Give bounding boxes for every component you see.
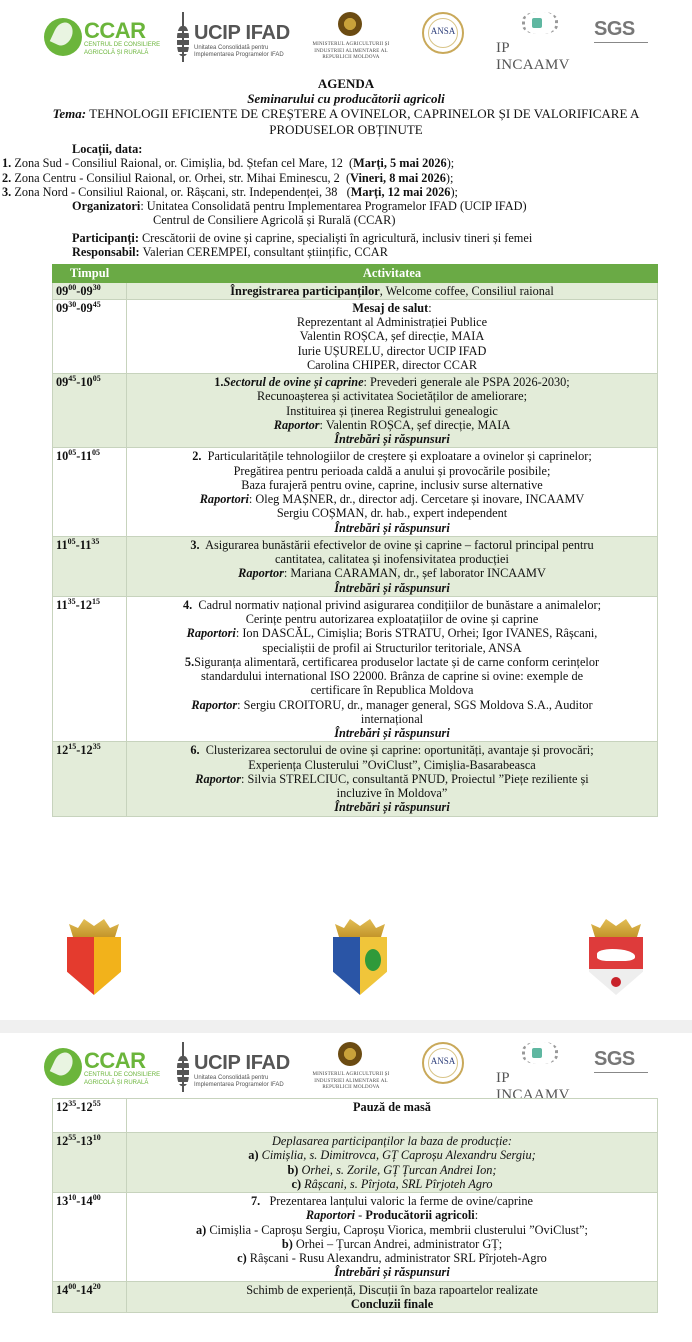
activity-cell: 3. Asigurarea bunăstării efectivelor de ovine și caprine – factorul principal pentru cantitatea, calitatea și inofensivitatea producției Raportor: Mariana CARAMAN, dr., șef laborator INCAAMV Întrebări și răspunsuri <box>127 536 658 596</box>
organizer-item: Centrul de Consiliere Agricolă și Rurală (CCAR) <box>153 213 396 228</box>
qa-label: Întrebări și răspunsuri <box>334 800 450 815</box>
table-row <box>53 742 658 816</box>
incaamv-logo <box>496 12 578 74</box>
page-separator <box>0 1020 692 1033</box>
activity-cell: Schimb de experiență, Discuții în baza rapoartelor realizate Concluzii finale <box>127 1281 658 1313</box>
time-cell: $10^{05}-11^{05}$ <box>53 448 127 537</box>
maia-logo-subtitle: MINISTERUL AGRICULTURII ȘI INDUSTRIEI ALIMENTARE AL REPUBLICII MOLDOVA <box>312 1072 390 1090</box>
activity-cell: 1.Sectorul de ovine și caprine: Prevederi generale ale PSPA 2026-2030; Recunoașterea și activitatea Societăților de ameliorare; Instituirea și ținerea Registrului genealogic Raportor: Valentin ROȘCA, șef direcție, MAIA Întrebări și răspunsuri <box>127 374 658 448</box>
table-row <box>53 374 658 448</box>
table-row <box>53 1281 658 1313</box>
location-item: 1. Zona Sud - Consiliul Raional, or. Cimișlia, bd. Ștefan cel Mare, 12 (Marți, 5 mai 2026); <box>2 156 455 171</box>
partner-logos <box>0 12 692 74</box>
page-2 <box>0 1033 692 1342</box>
ccar-logo-subtitle: CENTRUL DE CONSILIERE AGRICOLĂ ȘI RURALĂ <box>84 1072 161 1086</box>
header-activity: Activitatea <box>127 265 658 283</box>
responsible-text: Valerian CEREMPEI, consultant științific, CCAR <box>142 244 388 259</box>
table-row <box>53 448 658 537</box>
ansa-logo-name: ANSA <box>430 26 456 36</box>
location-item: 2. Zona Centru - Consiliul Raional, or. Orhei, str. Mihai Eminescu, 2 (Vineri, 8 mai 2026); <box>2 170 454 185</box>
responsible-row <box>72 245 692 259</box>
maia-logo <box>306 1042 396 1094</box>
locations-label: Locații, data: <box>72 142 143 156</box>
ccar-logo-name: CCAR <box>84 18 146 43</box>
ucip-logo-subtitle: Unitatea Consolidată pentru Implementarea Programelor IFAD <box>194 1075 284 1089</box>
cimislia-coat-of-arms-icon <box>63 917 125 997</box>
incaamv-logo-name: IP INCAAMV <box>496 40 570 74</box>
incaamv-logo-name: IP INCAAMV <box>496 1070 570 1104</box>
ucip-logo-name: UCIP IFAD <box>194 1052 290 1074</box>
state-emblem-icon <box>338 1042 362 1066</box>
participants-text: Crescătorii de ovine și caprine, specialiști în agricultură, inclusiv tineri și femei <box>141 230 533 245</box>
qa-label: Întrebări și răspunsuri <box>334 432 450 446</box>
table-row <box>53 1099 658 1133</box>
activity-cell: 2. Particularitățile tehnologiilor de creștere și exploatare a ovinelor și caprinelor; Pregătirea pentru perioada caldă a anului și provocările posibile; Baza furajeră pentru ovine, caprine, inclusiv surse alternative Raportori: Oleg MAȘNER, dr., director adj. Cercetare și inovare, INCAAMV Sergiu COȘMAN, dr. hab., expert independent Întrebări și răspunsuri <box>127 448 658 537</box>
state-emblem-icon <box>338 12 362 36</box>
table-row <box>53 1133 658 1193</box>
sgs-underline <box>594 42 648 43</box>
orhei-coat-of-arms-icon <box>329 917 391 997</box>
time-cell: $12^{35}-12^{55}$ <box>53 1099 127 1133</box>
ccar-logo <box>44 1042 164 1094</box>
time-cell: $14^{00}-14^{20}$ <box>53 1281 127 1313</box>
sgs-logo-name: SGS <box>594 18 635 40</box>
organizers-label: Organizatori <box>72 199 141 213</box>
agenda-table-continued <box>52 1098 658 1313</box>
time-cell: $09^{45}-10^{05}$ <box>53 374 127 448</box>
qa-label: Întrebări și răspunsuri <box>334 726 450 740</box>
ccar-logo-name: CCAR <box>84 1048 146 1073</box>
participants-label: Participanți: <box>72 230 139 245</box>
maia-logo-subtitle: MINISTERUL AGRICULTURII ȘI INDUSTRIEI ALIMENTARE AL REPUBLICII MOLDOVA <box>312 42 390 60</box>
ucip-ifad-logo <box>176 12 300 64</box>
agenda-heading <box>0 76 692 137</box>
time-cell: $13^{10}-14^{00}$ <box>53 1193 127 1282</box>
activity-cell: Înregistrarea participanților, Welcome coffee, Consiliul raional <box>127 282 658 299</box>
time-cell: $09^{30}-09^{45}$ <box>53 299 127 373</box>
responsible-label: Responsabil: <box>72 244 140 259</box>
activity-cell: Mesaj de salut: Reprezentant al Administrației Publice Valentin ROȘCA, șef direcție, MAIA Iurie UȘURELU, director UCIP IFAD Carolina CHIPER, director CCAR <box>127 299 658 373</box>
time-cell: $11^{35}-12^{15}$ <box>53 596 127 742</box>
ansa-logo-name: ANSA <box>430 1056 456 1066</box>
ccar-logo-subtitle: CENTRUL DE CONSILIERE AGRICOLĂ ȘI RURALĂ <box>84 42 161 56</box>
theme-label: Tema: <box>52 106 87 122</box>
seminar-info <box>0 142 692 259</box>
seminar-theme <box>0 106 692 137</box>
time-cell: $09^{00}-09^{30}$ <box>53 282 127 299</box>
time-cell: $11^{05}-11^{35}$ <box>53 536 127 596</box>
ucip-logo-name: UCIP IFAD <box>194 22 290 44</box>
organizers-row: Organizatori : Unitatea Consolidată pentru Implementarea Programelor IFAD (UCIP IFAD) <box>72 199 527 213</box>
page-title: AGENDA <box>317 76 375 91</box>
table-row <box>53 536 658 596</box>
wheat-icon <box>176 1042 190 1092</box>
maia-logo <box>306 12 396 64</box>
sgs-logo-name: SGS <box>594 1048 635 1070</box>
laurel-icon <box>520 12 554 36</box>
activity-cell: Pauză de masă <box>127 1099 658 1133</box>
ccar-leaf-icon <box>44 1048 82 1086</box>
qa-label: Întrebări și răspunsuri <box>334 580 450 595</box>
table-row <box>53 299 658 373</box>
partner-logos <box>0 1042 692 1104</box>
sgs-logo <box>594 12 648 64</box>
table-row <box>53 1193 658 1282</box>
ucip-logo-subtitle: Unitatea Consolidată pentru Implementarea Programelor IFAD <box>194 45 284 59</box>
activity-cell: 7. Prezentarea lanțului valoric la ferme de ovine/caprine Raportori - Producătorii agricoli: a) Cimișlia - Caproșu Sergiu, Caproșu Viorica, membrii clusterului ”OviClust”; b) Orhei – Țurcan Andrei, administrator GȚ; c) Râșcani - Rusu Alexandru, administrator SRL Pîrjoteh-Agro Întrebări și răspunsuri <box>127 1193 658 1282</box>
header-time: Timpul <box>53 265 127 283</box>
ansa-logo <box>420 1042 466 1094</box>
ucip-ifad-logo <box>176 1042 300 1094</box>
sgs-logo <box>594 1042 648 1094</box>
activity-cell: 4. Cadrul normativ național privind asigurarea condițiilor de bunăstare a animalelor; Cerințe pentru autorizarea exploatațiilor de ovine și caprine Raportori: Ion DASCĂL, Cimișlia; Boris STRATU, Orhei; Igor IVANES, Râșcani, specialiștii de profil ai Structurilor teritoriale, ANSA 5.Siguranța alimentară, certificarea produselor lactate și de carne conform cerințelor standardului international ISO 22000. Brânza de caprine si ovine: exemple de certificare în Republica Moldova Raportor: Sergiu CROITORU, dr., manager general, SGS Moldova S.A., Auditor internațional Întrebări și răspunsuri <box>127 596 658 742</box>
wheat-icon <box>176 12 190 62</box>
activity-cell: Deplasarea participanților la baza de producție: a) Cimișlia, s. Dimitrovca, GȚ Caproșu Alexandru Sergiu; b) Orhei, s. Zorile, GȚ Țurcan Andrei Ion; c) Râșcani, s. Pîrjota, SRL Pîrjoteh Agro <box>127 1133 658 1193</box>
sgs-underline <box>594 1072 648 1073</box>
incaamv-logo <box>496 1042 578 1104</box>
rascani-coat-of-arms-icon <box>585 917 647 997</box>
page-subtitle: Seminarului cu producătorii agricoli <box>247 91 445 107</box>
ccar-leaf-icon <box>44 18 82 56</box>
activity-cell: 6. Clusterizarea sectorului de ovine și caprine: oportunități, avantaje și provocări; Experiența Clusterului ”OviClust”, Cimișlia-Basarabeasca Raportor: Silvia STRELCIUC, consultantă PNUD, Proiectul ”Piețe reziliente și incluzive în Moldova” Întrebări și răspunsuri <box>127 742 658 816</box>
table-header-row <box>53 265 658 283</box>
time-cell: $12^{15}-12^{35}$ <box>53 742 127 816</box>
table-row <box>53 596 658 742</box>
qa-label: Întrebări și răspunsuri <box>334 520 450 535</box>
ccar-logo <box>44 12 164 64</box>
table-row <box>53 282 658 299</box>
theme-text: TEHNOLOGII EFICIENTE DE CREȘTERE A OVINELOR, CAPRINELOR ȘI DE VALORIFICARE A PRODUSELOR OBȚINUTE <box>89 106 640 137</box>
time-cell: $12^{55}-13^{10}$ <box>53 1133 127 1193</box>
agenda-table <box>52 264 658 817</box>
organizer-item: Unitatea Consolidată pentru Implementarea Programelor IFAD (UCIP IFAD) <box>146 199 527 213</box>
laurel-icon <box>520 1042 554 1066</box>
location-item: 3. Zona Nord - Consiliul Raional, or. Râșcani, str. Independenței, 38 (Marți, 12 mai 2026); <box>2 184 458 199</box>
participants-row <box>72 231 692 245</box>
qa-label: Întrebări și răspunsuri <box>334 1265 450 1280</box>
ansa-logo <box>420 12 466 64</box>
